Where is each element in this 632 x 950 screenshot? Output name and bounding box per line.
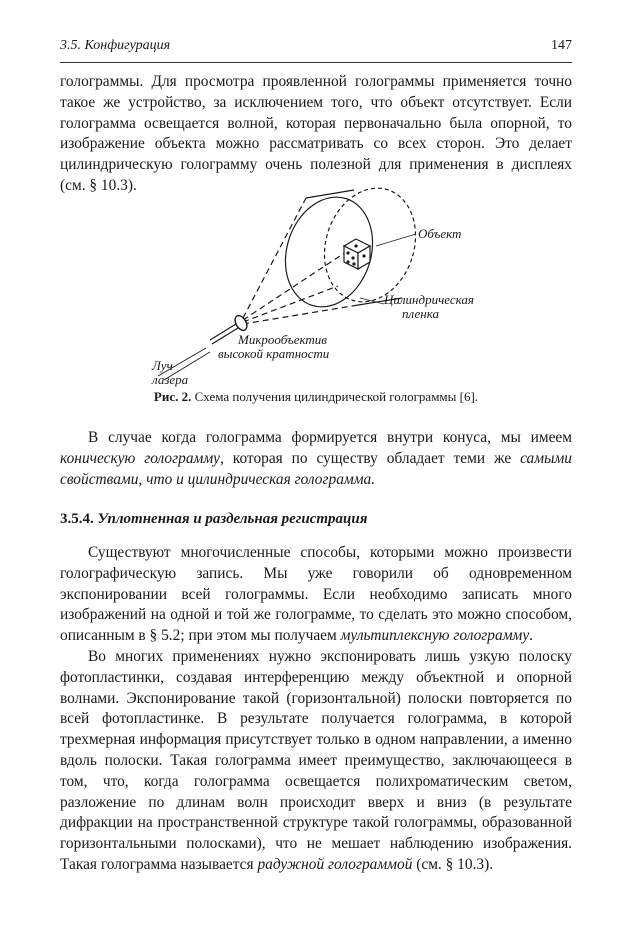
conical-text-2: , которая по существу обладает теми же [220, 449, 521, 467]
label-lens-line2: высокой кратности [218, 346, 330, 361]
label-film-line2: пленка [402, 306, 439, 321]
header-rule [60, 62, 572, 63]
caption-label: Рис. 2. [153, 389, 192, 404]
cylinder-top-edge [306, 190, 354, 198]
conical-block [60, 428, 572, 490]
section-number: 3.5.4. [60, 511, 94, 527]
page-number: 147 [551, 38, 572, 53]
conical-text-1: В случае когда голограмма формируется внутри конуса, мы имеем [88, 429, 572, 446]
light-cone [243, 198, 352, 324]
conical-term: коническую голограмму [60, 449, 220, 467]
hologram-diagram [140, 186, 520, 391]
intro-block [60, 72, 572, 197]
label-beam-line1: Луч [152, 358, 173, 373]
term-rainbow-hologram: радужной голограммой [257, 855, 413, 873]
paragraph-rainbow-text: Во многих применениях нужно экспонировать лишь узкую полоску фотопластинки, создавая интерференцию между объектной и опорной волнами. Экспонирование такой (горизонтальной) полоски повторяется по всей фотопластинке. В результате получается голограмма, в которой трехмерная информация присутствует только в одном направлении, а именно вдоль полоски. Такая голограмма имеет преимущество, заключающееся в том, что, когда голограмма освещается полихроматическим светом, разложение по длинам волн происходит вверх и вниз (в результате дифракции на пространственной структуре такой голограммы, образованной горизонтальными полосками), что не мешает наблюдению изображения. Такая голограмма называется [60, 647, 572, 873]
figure-cylindrical-hologram [140, 186, 520, 391]
paragraph-rainbow-end: (см. § 10.3). [412, 855, 494, 873]
caption-text: Схема получения цилиндрической голограммы [6]. [194, 389, 479, 404]
running-header [60, 38, 572, 58]
figure-caption [60, 389, 572, 405]
label-object: Объект [418, 226, 462, 241]
paragraph-multiplex-end: . [529, 627, 534, 645]
paragraph-rainbow [60, 647, 572, 876]
object-leader-line [376, 234, 416, 246]
paragraph-multiplex [60, 543, 572, 647]
term-multiplex-hologram: мультиплексную голограмму [340, 627, 530, 645]
conical-text-3: самыми свойствами, что и цилиндрическая голограмма. [60, 449, 572, 488]
header-section-title: 3.5. Конфигурация [60, 38, 171, 53]
paragraph-multiplex-text: Существуют многочисленные способы, которыми можно произвести голографическую запись. Мы уже говорили об одновременном экспонировании всей голограммы. Если необходимо записать много изображений на одной и той же голограмме, то сделать это можно способом, описанным в § 5.2; при этом мы получаем [60, 544, 572, 645]
conical-paragraph [60, 428, 572, 490]
object-die [344, 239, 370, 269]
body-block [60, 543, 572, 876]
section-heading [60, 511, 367, 528]
label-film-line1: Цилиндрическая [384, 292, 474, 307]
section-title: Уплотненная и раздельная регистрация [97, 511, 368, 527]
intro-paragraph: голограммы. Для просмотра проявленной голограммы применяется точно такое же устройство, за исключением того, что объект отсутствует. Если голограмма освещается волной, которая первоначально была опорной, то изображение объекта можно рассматривать со всех сторон. Это делает цилиндрическую голограмму очень полезной для применения в дисплеях (см. § 10.3). [60, 73, 572, 194]
label-beam-line2: лазера [152, 372, 189, 387]
label-lens-line1: Микрообъектив [238, 332, 327, 347]
